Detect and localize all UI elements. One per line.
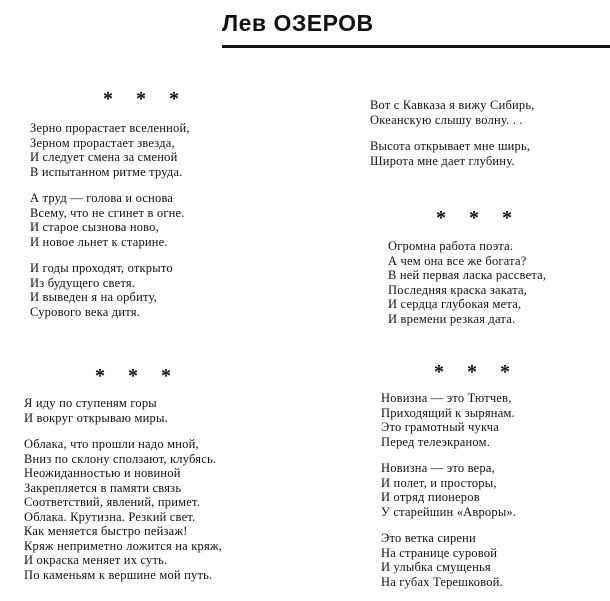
poem-line: И отряд пионеров [381, 490, 480, 504]
stanza [381, 461, 516, 519]
poem-line: У старейшин «Авроры». [381, 504, 517, 519]
poem-line: А чем она все же богата? [388, 253, 527, 268]
poem-line: На странице суровой [381, 545, 498, 560]
poem-line: Сурового века дитя. [30, 304, 140, 319]
poem-line: И новое льнет к старине. [30, 234, 168, 249]
poem-line: Из будущего светя. [30, 275, 136, 290]
poem-line: И времени резкая дата. [388, 311, 516, 326]
poem-line: Соответствий, явлений, примет. [24, 495, 200, 509]
stanza [30, 261, 190, 319]
poem-line: Широта мне дает глубину. [370, 153, 515, 168]
poem-line: Всему, что не сгинет в огне. [30, 205, 185, 220]
header-rule [222, 45, 610, 48]
poem-line: По каменьям к вершине мой путь. [24, 567, 213, 582]
poem-novizna [381, 391, 516, 601]
poem-line: И старое сызнова ново, [30, 220, 159, 234]
poem-line: Неожиданностью и новиной [24, 466, 181, 480]
poem-zerno [30, 121, 190, 331]
poem-line: Как меняется быстро пейзаж! [24, 524, 188, 538]
poem-line: В испытанном ритме труда. [30, 164, 183, 179]
poem-line: И полет, и просторы, [381, 475, 497, 490]
poem-line: Приходящий к зырянам. [381, 405, 515, 420]
poem-separator: * * * [434, 361, 519, 383]
poem-line: И вокруг открываю миры. [24, 410, 168, 425]
poem-line: Новизна — это Тютчев, [381, 391, 512, 405]
poem-line: А труд — голова и основа [30, 191, 174, 205]
poem-line: В ней первая ласка рассвета, [388, 268, 547, 282]
article-header [222, 10, 610, 50]
poem-line: Кряж неприметно ложится на кряж, [24, 538, 223, 553]
poem-line: Океанскую слышу волну. . . [370, 112, 523, 127]
poem-line: Новизна — это вера, [381, 461, 495, 475]
poem-kavkaz [370, 98, 535, 180]
stanza [370, 139, 535, 168]
poem-line: И сердца глубокая мета, [388, 297, 522, 311]
poem-line: Облака, что прошли надо мной, [24, 437, 199, 451]
stanza [381, 531, 516, 589]
poem-line: Зерном прорастает звезда, [30, 135, 175, 150]
stanza [24, 437, 222, 582]
poem-line: Это грамотный чукча [381, 420, 499, 434]
stanza [30, 191, 190, 249]
poem-line: Я иду по ступеням горы [24, 396, 157, 410]
poem-rabota-poeta [388, 239, 546, 338]
poem-separator: * * * [95, 365, 180, 387]
poem-line: На губах Терешковой. [381, 574, 503, 589]
poem-line: Огромна работа поэта. [388, 239, 514, 253]
poem-line: Зерно прорастает вселенной, [30, 121, 190, 135]
poem-separator: * * * [436, 207, 521, 229]
poem-line: И выведен я на орбиту, [30, 290, 157, 304]
poem-line: И годы проходят, открыто [30, 261, 173, 275]
poem-line: И окраска меняет их суть. [24, 553, 168, 567]
stanza [381, 391, 516, 449]
poem-line: Вот с Кавказа я вижу Сибирь, [370, 98, 535, 112]
poem-line: Последняя краска заката, [388, 282, 528, 297]
author-name: Лев ОЗЕРОВ [222, 10, 374, 36]
poem-line: Это ветка сирени [381, 531, 476, 545]
stanza [30, 121, 190, 179]
poem-line: Закрепляется в памяти связь [24, 480, 182, 495]
poem-line: И следует смена за сменой [30, 150, 178, 164]
poem-stupeni [24, 396, 222, 594]
stanza [388, 239, 546, 326]
poem-line: И улыбка смущенья [381, 560, 491, 574]
poem-separator: * * * [103, 88, 188, 110]
poem-line: Высота открывает мне ширь, [370, 139, 531, 153]
poem-line: Облака. Крутизна. Резкий свет. [24, 509, 196, 524]
poem-line: Перед телеэкраном. [381, 434, 491, 449]
stanza [24, 396, 222, 425]
poem-line: Вниз по склону сползают, клубясь. [24, 451, 217, 466]
stanza [370, 98, 535, 127]
